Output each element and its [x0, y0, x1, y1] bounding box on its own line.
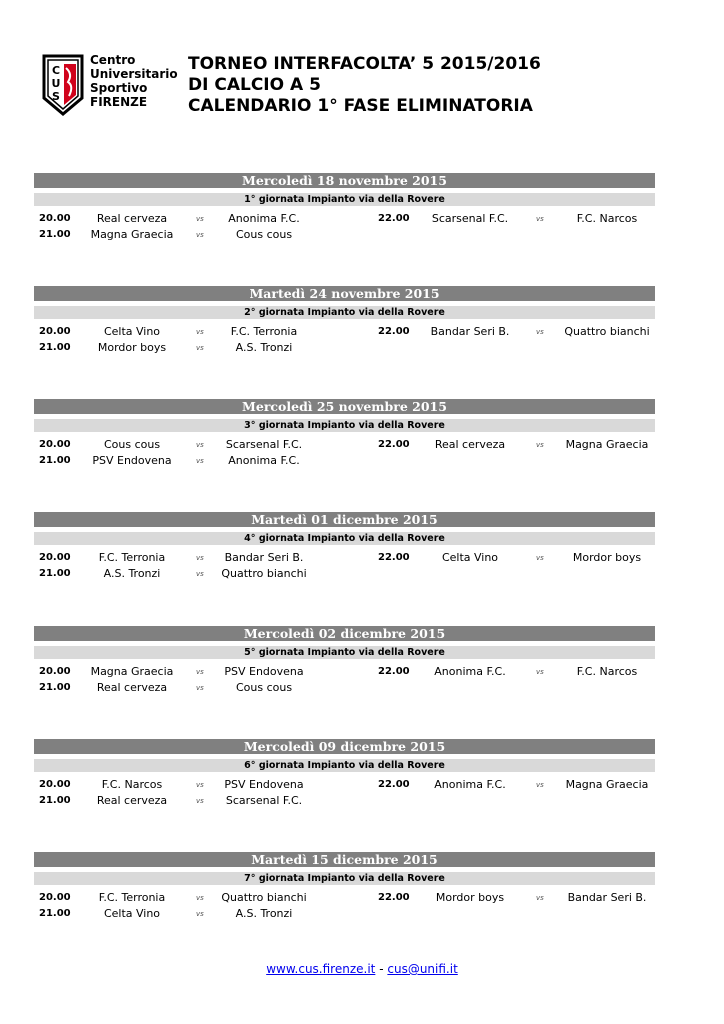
match-row	[34, 211, 655, 227]
away-team: Bandar Seri B.	[224, 551, 304, 564]
home-team: Anonima F.C.	[434, 665, 506, 678]
round-header: 6° giornata Impianto via della Rovere	[34, 759, 655, 772]
home-team: Celta Vino	[441, 551, 499, 564]
vs-label: vs	[536, 781, 544, 789]
match-time: 22.00	[378, 439, 410, 450]
vs-label: vs	[196, 684, 204, 692]
match-time: 21.00	[39, 455, 71, 466]
vs-label: vs	[196, 328, 204, 336]
home-team: Scarsenal F.C.	[431, 212, 509, 225]
match-row	[34, 906, 655, 922]
match-day	[34, 512, 655, 582]
match-row	[34, 324, 655, 340]
home-team: Mordor boys	[435, 891, 505, 904]
org-line: Sportivo	[90, 81, 148, 95]
match-day	[34, 173, 655, 243]
match-time: 22.00	[378, 213, 410, 224]
footer	[0, 962, 724, 976]
match-list	[34, 324, 655, 356]
match-day	[34, 399, 655, 469]
match-list	[34, 890, 655, 922]
home-team: Celta Vino	[103, 325, 161, 338]
away-team: Quattro bianchi	[221, 567, 307, 580]
vs-label: vs	[196, 781, 204, 789]
date-header: Martedì 24 novembre 2015	[34, 286, 655, 301]
match-time: 22.00	[378, 892, 410, 903]
match-row	[34, 453, 655, 469]
title-line: TORNEO INTERFACOLTA’ 5 2015/2016	[188, 54, 541, 74]
match-time: 20.00	[39, 892, 71, 903]
home-team: PSV Endovena	[92, 454, 172, 467]
vs-label: vs	[196, 910, 204, 918]
away-team: F.C. Narcos	[576, 212, 638, 225]
date-header: Mercoledì 02 dicembre 2015	[34, 626, 655, 641]
match-row	[34, 793, 655, 809]
cus-logo	[40, 52, 86, 116]
match-list	[34, 550, 655, 582]
vs-label: vs	[196, 344, 204, 352]
home-team: Bandar Seri B.	[430, 325, 510, 338]
match-list	[34, 437, 655, 469]
match-day	[34, 286, 655, 356]
match-time: 20.00	[39, 326, 71, 337]
home-team: Cous cous	[103, 438, 161, 451]
vs-label: vs	[196, 894, 204, 902]
round-header: 4° giornata Impianto via della Rovere	[34, 532, 655, 545]
away-team: Scarsenal F.C.	[225, 438, 303, 451]
match-time: 20.00	[39, 552, 71, 563]
away-team: A.S. Tronzi	[235, 907, 293, 920]
vs-label: vs	[536, 328, 544, 336]
match-list	[34, 664, 655, 696]
match-list	[34, 211, 655, 243]
match-row	[34, 680, 655, 696]
vs-label: vs	[536, 894, 544, 902]
footer-separator: -	[379, 962, 384, 976]
vs-label: vs	[196, 457, 204, 465]
match-time: 20.00	[39, 213, 71, 224]
date-header: Martedì 01 dicembre 2015	[34, 512, 655, 527]
match-time: 21.00	[39, 682, 71, 693]
match-row	[34, 566, 655, 582]
match-time: 21.00	[39, 795, 71, 806]
match-row	[34, 777, 655, 793]
match-list	[34, 777, 655, 809]
org-line: Universitario	[90, 67, 178, 81]
match-time: 21.00	[39, 568, 71, 579]
round-header: 3° giornata Impianto via della Rovere	[34, 419, 655, 432]
organization-name	[90, 53, 178, 109]
website-link[interactable]: www.cus.firenze.it	[266, 962, 376, 976]
vs-label: vs	[196, 797, 204, 805]
round-header: 5° giornata Impianto via della Rovere	[34, 646, 655, 659]
home-team: Real cerveza	[434, 438, 506, 451]
home-team: F.C. Terronia	[98, 551, 166, 564]
vs-label: vs	[196, 554, 204, 562]
away-team: Mordor boys	[572, 551, 642, 564]
svg-text:S: S	[52, 90, 60, 103]
vs-label: vs	[196, 215, 204, 223]
away-team: Quattro bianchi	[221, 891, 307, 904]
vs-label: vs	[196, 570, 204, 578]
match-time: 20.00	[39, 779, 71, 790]
match-time: 21.00	[39, 342, 71, 353]
svg-text:C: C	[51, 64, 61, 77]
match-time: 21.00	[39, 229, 71, 240]
match-row	[34, 437, 655, 453]
home-team: Magna Graecia	[90, 228, 174, 241]
round-header: 7° giornata Impianto via della Rovere	[34, 872, 655, 885]
vs-label: vs	[536, 554, 544, 562]
round-header: 1° giornata Impianto via della Rovere	[34, 193, 655, 206]
org-line: FIRENZE	[90, 95, 148, 109]
away-team: Magna Graecia	[565, 778, 649, 791]
vs-label: vs	[536, 668, 544, 676]
match-row	[34, 550, 655, 566]
match-time: 22.00	[378, 666, 410, 677]
vs-label: vs	[196, 441, 204, 449]
date-header: Mercoledì 09 dicembre 2015	[34, 739, 655, 754]
date-header: Mercoledì 18 novembre 2015	[34, 173, 655, 188]
home-team: Real cerveza	[96, 212, 168, 225]
vs-label: vs	[536, 441, 544, 449]
away-team: F.C. Narcos	[576, 665, 638, 678]
match-day	[34, 739, 655, 809]
match-time: 21.00	[39, 908, 71, 919]
home-team: F.C. Narcos	[101, 778, 163, 791]
match-row	[34, 340, 655, 356]
home-team: Real cerveza	[96, 794, 168, 807]
home-team: Anonima F.C.	[434, 778, 506, 791]
date-header: Martedì 15 dicembre 2015	[34, 852, 655, 867]
away-team: Anonima F.C.	[228, 454, 300, 467]
away-team: F.C. Terronia	[230, 325, 298, 338]
away-team: Magna Graecia	[565, 438, 649, 451]
away-team: Scarsenal F.C.	[225, 794, 303, 807]
home-team: Mordor boys	[97, 341, 167, 354]
match-time: 22.00	[378, 552, 410, 563]
home-team: Celta Vino	[103, 907, 161, 920]
svg-text:U: U	[51, 77, 61, 90]
org-line: Centro	[90, 53, 136, 67]
home-team: F.C. Terronia	[98, 891, 166, 904]
away-team: A.S. Tronzi	[235, 341, 293, 354]
away-team: Cous cous	[235, 228, 293, 241]
away-team: PSV Endovena	[224, 665, 304, 678]
match-row	[34, 227, 655, 243]
away-team: PSV Endovena	[224, 778, 304, 791]
away-team: Quattro bianchi	[564, 325, 650, 338]
home-team: A.S. Tronzi	[103, 567, 161, 580]
email-link[interactable]: cus@unifi.it	[387, 962, 458, 976]
date-header: Mercoledì 25 novembre 2015	[34, 399, 655, 414]
vs-label: vs	[196, 231, 204, 239]
match-row	[34, 664, 655, 680]
vs-label: vs	[196, 668, 204, 676]
title-line: DI CALCIO A 5	[188, 75, 321, 95]
match-day	[34, 852, 655, 922]
match-time: 20.00	[39, 666, 71, 677]
away-team: Cous cous	[235, 681, 293, 694]
match-time: 20.00	[39, 439, 71, 450]
home-team: Real cerveza	[96, 681, 168, 694]
home-team: Magna Graecia	[90, 665, 174, 678]
match-time: 22.00	[378, 779, 410, 790]
title-line: CALENDARIO 1° FASE ELIMINATORIA	[188, 96, 533, 116]
match-day	[34, 626, 655, 696]
away-team: Anonima F.C.	[228, 212, 300, 225]
match-row	[34, 890, 655, 906]
vs-label: vs	[536, 215, 544, 223]
document-title	[188, 54, 541, 117]
match-time: 22.00	[378, 326, 410, 337]
away-team: Bandar Seri B.	[567, 891, 647, 904]
round-header: 2° giornata Impianto via della Rovere	[34, 306, 655, 319]
